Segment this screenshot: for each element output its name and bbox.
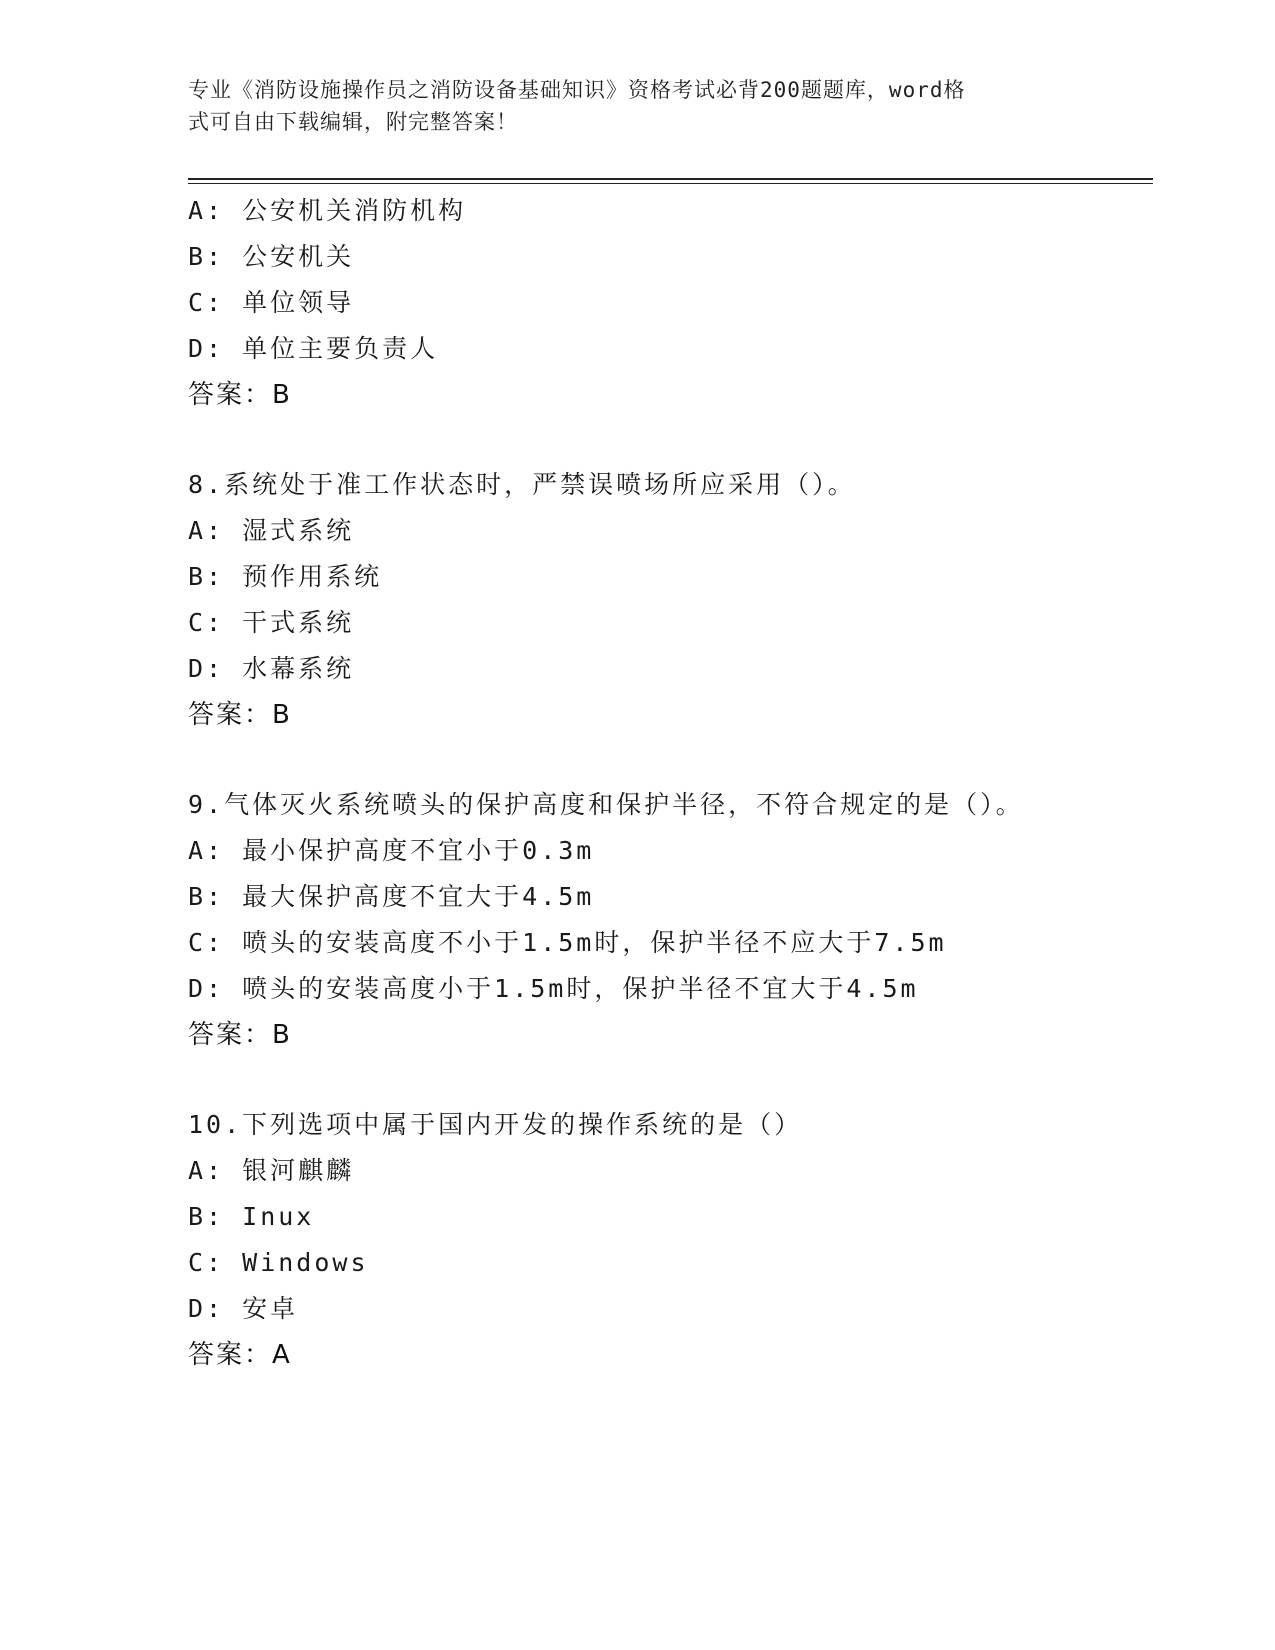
option-d: D: 安卓 bbox=[188, 1294, 299, 1323]
question-title: 9.气体灭火系统喷头的保护高度和保护半径，不符合规定的是（）。 bbox=[188, 790, 1024, 819]
document-header bbox=[188, 74, 1088, 138]
option-a: A: 最小保护高度不宜小于0.3m bbox=[188, 836, 595, 865]
option-a: A: 银河麒麟 bbox=[188, 1156, 355, 1185]
option-c: C: Windows bbox=[188, 1248, 369, 1277]
answer-line: 答案：B bbox=[188, 700, 292, 730]
answer-line: 答案：B bbox=[188, 380, 292, 410]
header-line-1: 专业《消防设施操作员之消防设备基础知识》资格考试必背200题题库，word格 bbox=[188, 78, 966, 102]
option-c: C: 单位领导 bbox=[188, 288, 355, 317]
question-block bbox=[188, 782, 1148, 1058]
option-c: C: 喷头的安装高度不小于1.5m时，保护半径不应大于7.5m bbox=[188, 928, 947, 957]
option-d: D: 水幕系统 bbox=[188, 654, 355, 683]
answer-line: 答案：B bbox=[188, 1020, 292, 1050]
header-divider-thick bbox=[188, 178, 1153, 180]
answer-line: 答案：A bbox=[188, 1340, 292, 1370]
header-divider-thin bbox=[188, 183, 1153, 184]
question-block bbox=[188, 462, 1148, 738]
question-block bbox=[188, 1102, 1148, 1378]
option-d: D: 单位主要负责人 bbox=[188, 334, 439, 363]
question-title: 8.系统处于准工作状态时，严禁误喷场所应采用（）。 bbox=[188, 470, 856, 499]
option-b: B: 公安机关 bbox=[188, 242, 355, 271]
option-d: D: 喷头的安装高度小于1.5m时，保护半径不宜大于4.5m bbox=[188, 974, 919, 1003]
question-block bbox=[188, 188, 1148, 418]
option-a: A: 湿式系统 bbox=[188, 516, 355, 545]
option-b: B: Inux bbox=[188, 1202, 315, 1231]
question-title: 10.下列选项中属于国内开发的操作系统的是（） bbox=[188, 1110, 803, 1139]
question-spacer bbox=[188, 1058, 1148, 1102]
header-line-2: 式可自由下载编辑，附完整答案！ bbox=[188, 110, 518, 134]
option-b: B: 预作用系统 bbox=[188, 562, 383, 591]
question-spacer bbox=[188, 418, 1148, 462]
option-c: C: 干式系统 bbox=[188, 608, 355, 637]
question-list bbox=[188, 188, 1148, 1378]
option-b: B: 最大保护高度不宜大于4.5m bbox=[188, 882, 595, 911]
option-a: A: 公安机关消防机构 bbox=[188, 196, 467, 225]
question-spacer bbox=[188, 738, 1148, 782]
